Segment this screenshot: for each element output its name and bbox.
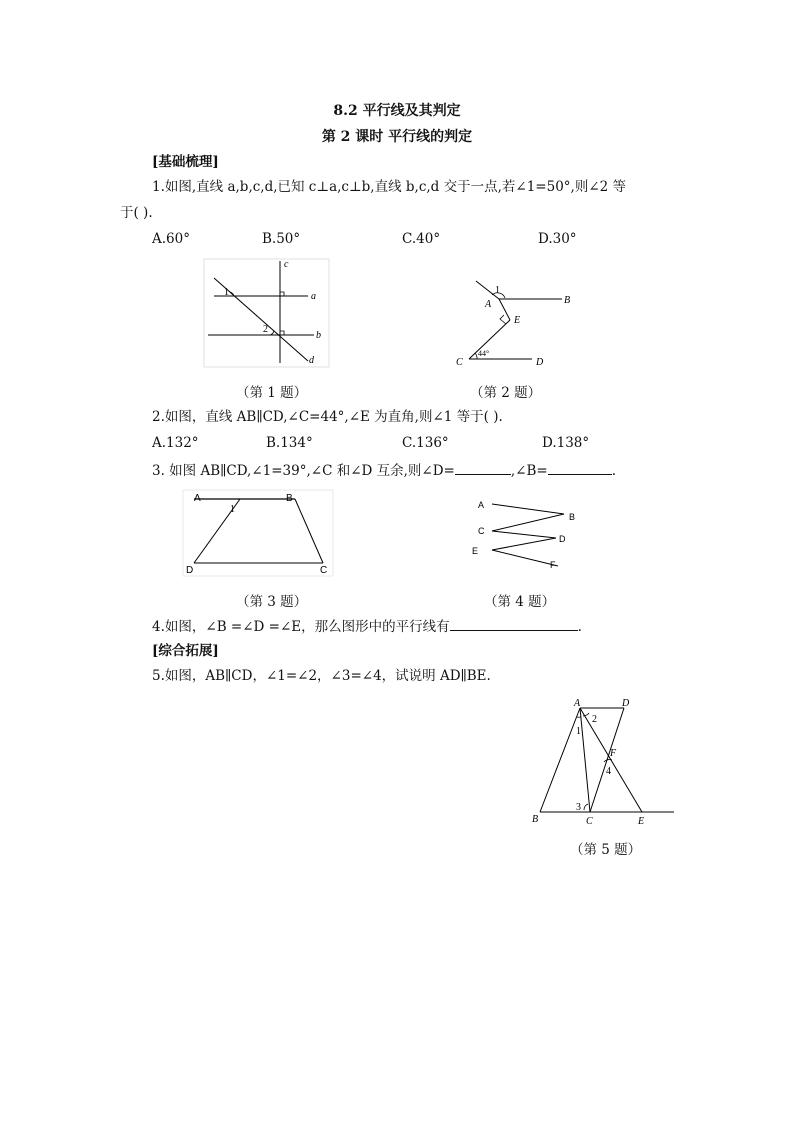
- fig1-label-d: d: [309, 355, 314, 366]
- right-angle-mark-a: [280, 292, 284, 296]
- fig2-label-c: C: [456, 357, 463, 368]
- angle-4-arc: [604, 759, 612, 762]
- fig3-label-a: A: [194, 493, 201, 504]
- fig1-label-a: a: [311, 291, 316, 302]
- q3-blank-b[interactable]: [548, 461, 612, 475]
- q1-option-a: A.60°: [152, 231, 190, 247]
- fig4-label-b: B: [569, 512, 576, 522]
- page-subtitle: 第 2 课时 平行线的判定: [321, 129, 473, 145]
- fig5-label-1: 1: [576, 726, 581, 737]
- fig5-label-e: E: [638, 816, 645, 827]
- figure-4: [470, 494, 580, 574]
- fig1-label-2: 2: [263, 324, 268, 335]
- section-basic: [基础梳理]: [152, 154, 219, 170]
- q2-option-c: C.136°: [402, 435, 449, 451]
- fig5-label-c: C: [586, 816, 593, 827]
- fig1-label-c: c: [284, 259, 289, 270]
- fig5-label-2: 2: [592, 714, 597, 725]
- fig1-label-1: 1: [224, 287, 229, 298]
- fig2-label-1: 1: [495, 285, 500, 296]
- figure-1-caption: （第 1 题）: [236, 385, 308, 401]
- q5-text: 5.如图，AB∥CD，∠1=∠2，∠3=∠4，试说明 AD∥BE.: [152, 668, 491, 684]
- line-ab: [540, 708, 580, 812]
- line-ac: [580, 708, 590, 812]
- fig2-label-e: E: [514, 315, 521, 326]
- fig5-label-3: 3: [576, 802, 581, 813]
- fig3-label-b: B: [286, 493, 293, 504]
- zigzag-lines: [492, 504, 564, 566]
- q4-text: [152, 617, 582, 636]
- figure-5: [528, 694, 678, 834]
- q3-prefix: 3. 如图 AB∥CD,∠1=39°,∠C 和∠D 互余,则∠D=: [152, 463, 455, 479]
- figure-3-caption: （第 3 题）: [236, 594, 308, 610]
- section-extension: [综合拓展]: [152, 643, 219, 659]
- q4-end: .: [577, 619, 582, 635]
- fig2-label-44: 44°: [478, 349, 490, 358]
- right-angle-mark-b: [280, 331, 284, 335]
- q2-option-a: A.132°: [152, 435, 199, 451]
- q3-blank-d[interactable]: [455, 461, 511, 475]
- fig2-label-d: D: [536, 357, 544, 368]
- q2-text: 2.如图，直线 AB∥CD,∠C=44°,∠E 为直角,则∠1 等于( ).: [152, 409, 503, 425]
- q4-blank[interactable]: [450, 617, 578, 631]
- figure-3: [180, 488, 336, 578]
- fig3-label-d: D: [186, 565, 194, 576]
- fig4-label-c: C: [478, 526, 485, 536]
- fig3-label-c: C: [320, 565, 328, 576]
- fig5-label-f: F: [610, 748, 617, 759]
- figure-1-frame: [204, 259, 329, 367]
- angle-c-arc: [475, 353, 477, 359]
- q1-option-c: C.40°: [402, 231, 441, 247]
- q2-option-d: D.138°: [542, 435, 590, 451]
- figure-2: [452, 275, 577, 375]
- fig5-label-4: 4: [606, 766, 611, 777]
- figure-4-caption: （第 4 题）: [484, 594, 556, 610]
- q3-text: [152, 461, 616, 480]
- fig4-label-d: D: [559, 534, 566, 544]
- q1-option-d: D.30°: [538, 231, 577, 247]
- right-angle-mark-e: [500, 315, 506, 324]
- fig5-label-d: D: [622, 698, 630, 709]
- fig5-label-a: A: [574, 698, 581, 709]
- fig2-label-b: B: [564, 295, 571, 306]
- figure-2-caption: （第 2 题）: [470, 385, 542, 401]
- q1-option-b: B.50°: [262, 231, 301, 247]
- line-bc: [295, 499, 323, 563]
- fig5-label-b: B: [532, 814, 539, 825]
- fig2-label-a: A: [485, 299, 492, 310]
- q2-option-b: B.134°: [266, 435, 313, 451]
- angle-3-arc: [584, 804, 588, 810]
- q1-line1: 1.如图,直线 a,b,c,d,已知 c⊥a,c⊥b,直线 b,c,d 交于一点,若∠1=50°,则∠2 等: [152, 179, 627, 195]
- q3-end: .: [611, 463, 617, 479]
- line-ae: [499, 299, 510, 320]
- fig4-label-a: A: [478, 500, 485, 510]
- figure-5-caption: （第 5 题）: [570, 842, 642, 858]
- fig4-label-e: E: [472, 546, 479, 556]
- fig3-label-1: 1: [230, 504, 235, 515]
- page-title: 8.2 平行线及其判定: [333, 103, 461, 119]
- q4-prefix: 4.如图，∠B =∠D =∠E，那么图形中的平行线有: [152, 619, 450, 635]
- figure-1: [200, 255, 335, 370]
- q1-line2: 于( ).: [120, 205, 153, 221]
- fig1-label-b: b: [316, 330, 321, 341]
- q3-middle: ,∠B=: [510, 463, 548, 479]
- fig4-label-f: F: [550, 560, 556, 570]
- angle-2-arc: [270, 331, 274, 335]
